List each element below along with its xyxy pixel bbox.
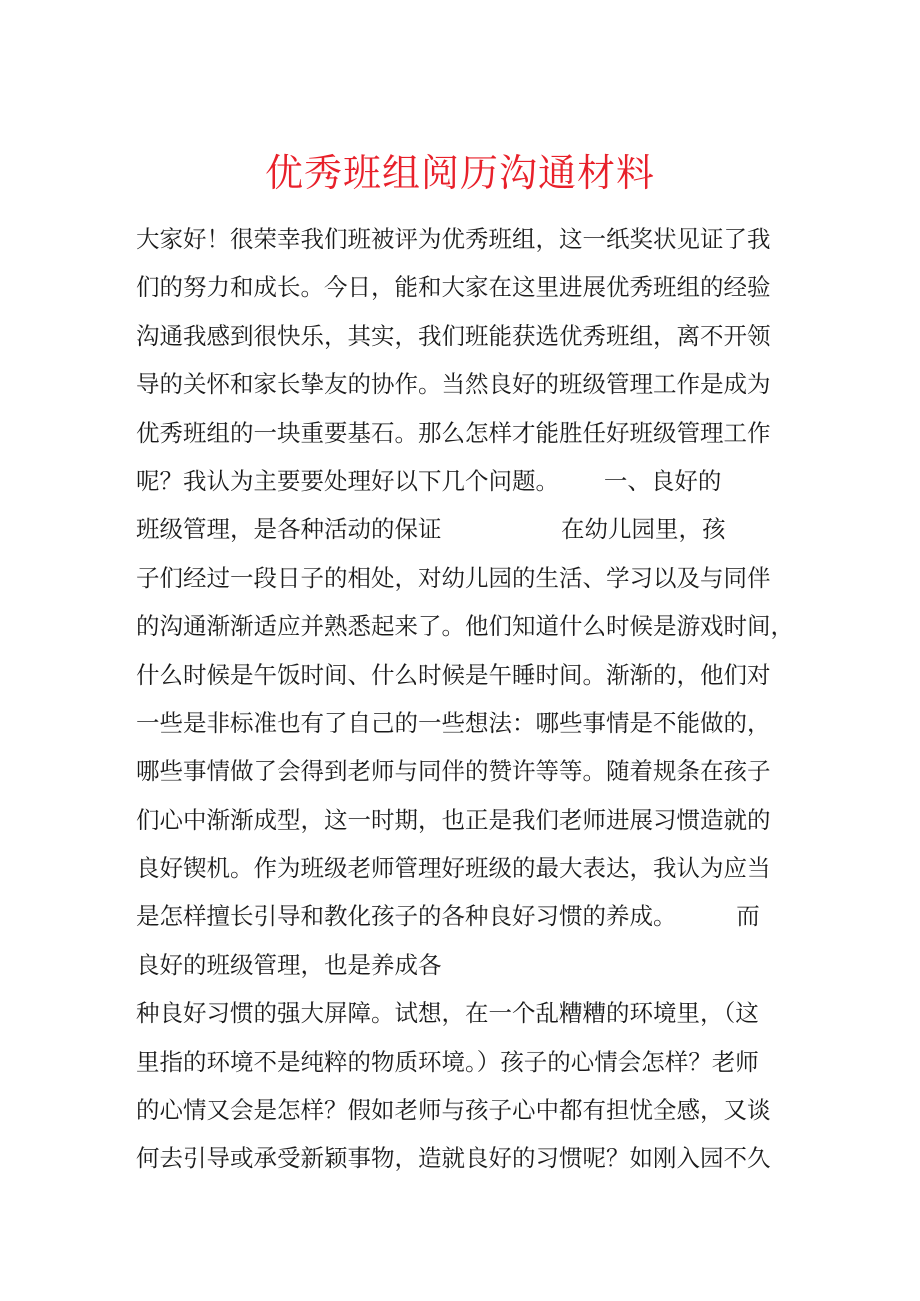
body-line: 们的努力和成长。今日，能和大家在这里进展优秀班组的经验 (136, 273, 771, 302)
body-line: 的心情又会是怎样？假如老师与孩子心中都有担忧全感，又谈 (136, 1096, 771, 1125)
body-line: 大家好！很荣幸我们班被评为优秀班组，这一纸奖状见证了我 (136, 225, 771, 253)
body-line: 班级管理，是各种活动的保证 在幼儿园里，孩 (136, 515, 726, 544)
body-line: 呢？我认为主要要处理好以下几个问题。 一、良好的 (136, 466, 722, 495)
body-line: 良好锲机。作为班级老师管理好班级的最大表达，我认为应当 (136, 854, 771, 883)
body-line: 导的关怀和家长挚友的协作。当然良好的班级管理工作是成为 (136, 370, 771, 399)
body-line: 们心中渐渐成型，这一时期，也正是我们老师进展习惯造就的 (136, 805, 771, 834)
body-line: 优秀班组的一块重要基石。那么怎样才能胜任好班级管理工作 (136, 418, 771, 447)
body-line: 沟通我感到很快乐，其实，我们班能获选优秀班组，离不开领 (136, 321, 771, 350)
document-body (136, 215, 816, 1183)
body-line: 的沟通渐渐适应并熟悉起来了。他们知道什么时候是游戏时间， (136, 612, 794, 641)
body-line: 什么时候是午饭时间、什么时候是午睡时间。渐渐的，他们对 (136, 660, 771, 689)
body-line: 子们经过一段日子的相处，对幼儿园的生活、学习以及与同伴 (136, 563, 771, 592)
body-line: 一些是非标准也有了自己的一些想法：哪些事情是不能做的， (136, 708, 771, 737)
body-line: 何去引导或承受新颖事物，造就良好的习惯呢？如刚入园不久 (136, 1144, 771, 1173)
body-line: 种良好习惯的强大屏障。试想，在一个乱糟糟的环境里，（这 (136, 999, 759, 1028)
body-line: 良好的班级管理，也是养成各 (136, 950, 442, 979)
body-line: 里指的环境不是纯粹的物质环境。）孩子的心情会怎样？老师 (136, 1047, 759, 1076)
document-title: 优秀班组阅历沟通材料 (264, 151, 655, 195)
body-line: 哪些事情做了会得到老师与同伴的赞许等等。随着规条在孩子 (136, 757, 771, 786)
body-line: 是怎样擅长引导和教化孩子的各种良好习惯的养成。 而 (136, 902, 760, 931)
